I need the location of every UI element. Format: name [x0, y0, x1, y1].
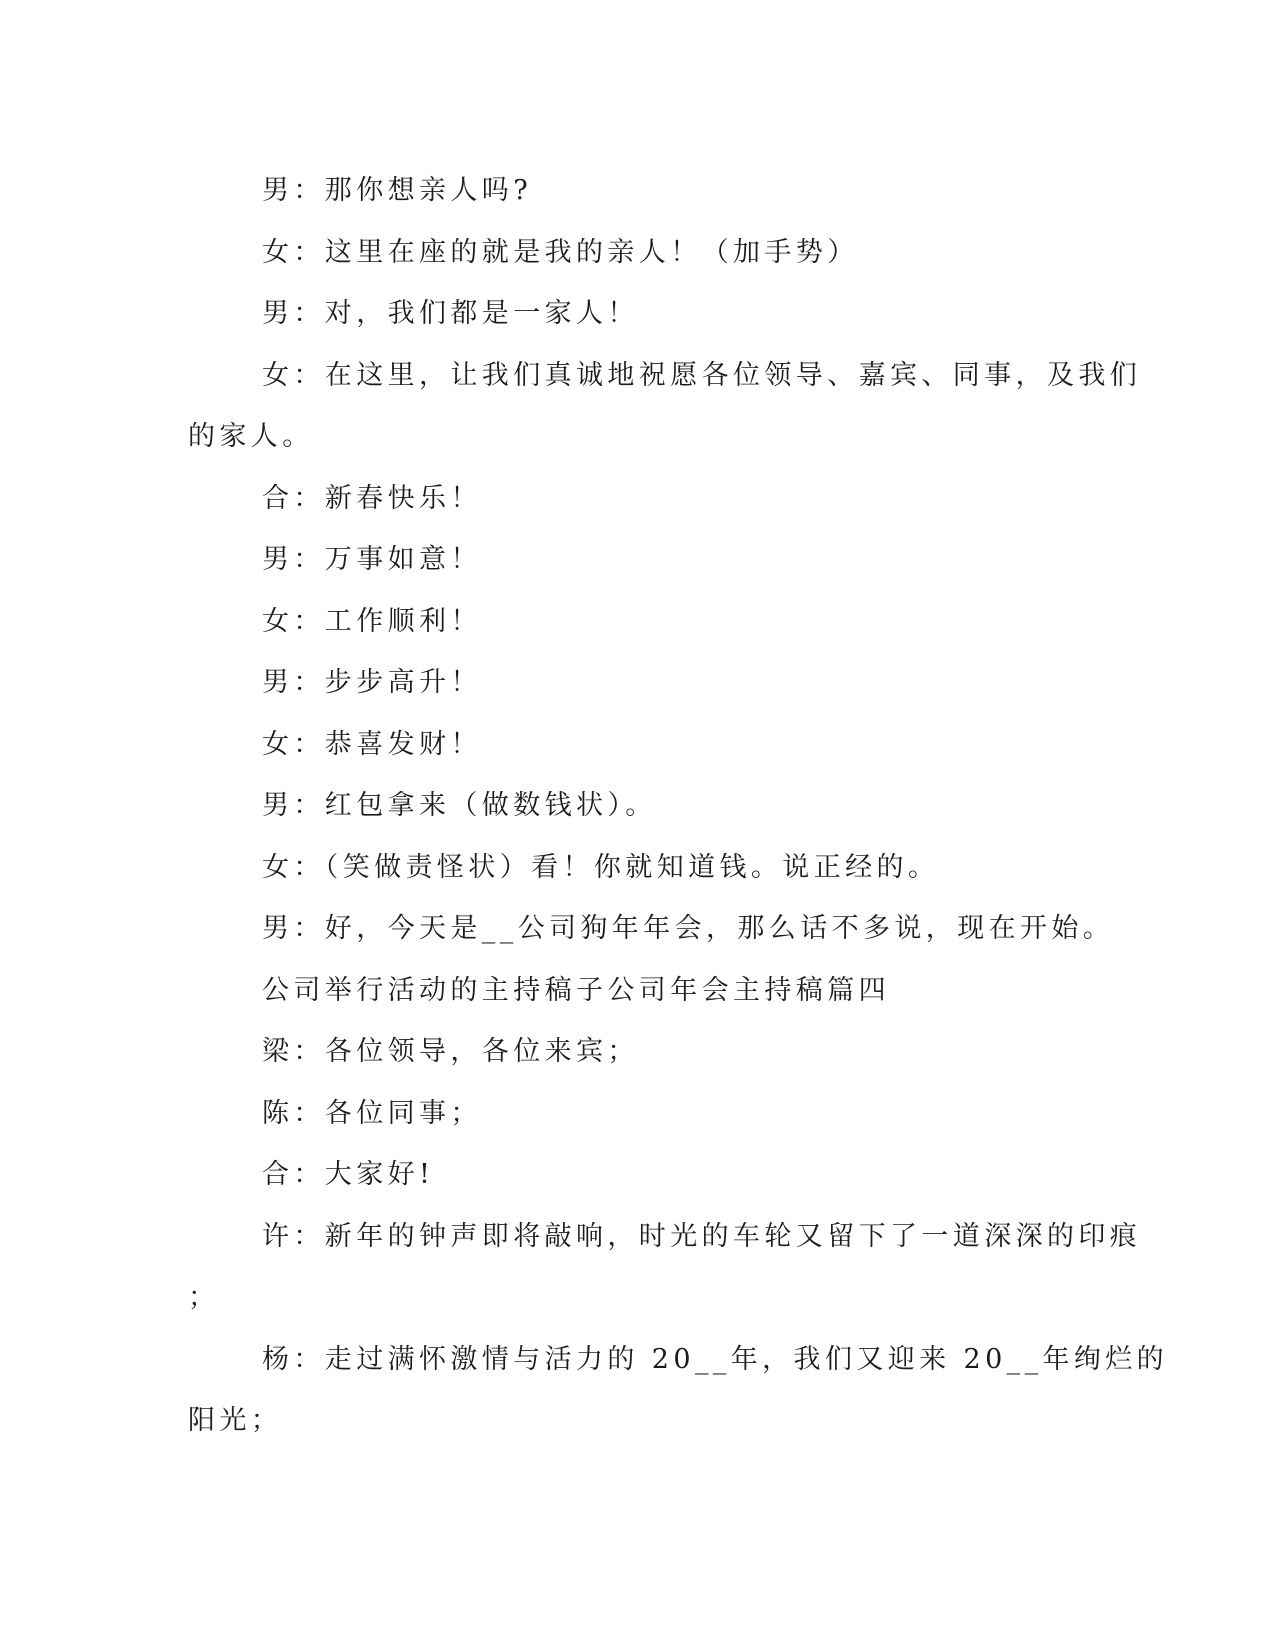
dialogue-line: 女：（笑做责怪状）看！你就知道钱。说正经的。 — [262, 851, 940, 883]
dialogue-line: 合：新春快乐！ — [262, 482, 482, 514]
section-heading: 公司举行活动的主持稿子公司年会主持稿篇四 — [262, 974, 890, 1006]
dialogue-line: 女：在这里，让我们真诚地祝愿各位领导、嘉宾、同事，及我们 — [262, 359, 1142, 391]
dialogue-line: 梁：各位领导，各位来宾； — [262, 1036, 639, 1067]
dialogue-line-continuation: 的家人。 — [188, 421, 314, 452]
dialogue-line-continuation: ； — [188, 1282, 220, 1313]
dialogue-line: 男：万事如意！ — [262, 544, 482, 575]
dialogue-line: 男：好，今天是__公司狗年年会，那么话不多说，现在开始。 — [262, 913, 1115, 944]
dialogue-line: 男：那你想亲人吗? — [262, 175, 533, 206]
dialogue-line: 男：对，我们都是一家人！ — [262, 298, 639, 329]
dialogue-line: 许：新年的钟声即将敲响，时光的车轮又留下了一道深深的印痕 — [262, 1220, 1142, 1252]
dialogue-line: 合：大家好! — [262, 1159, 435, 1190]
dialogue-line: 女：工作顺利！ — [262, 605, 482, 637]
document-body — [188, 160, 1169, 1452]
dialogue-line: 女：恭喜发财！ — [262, 728, 482, 760]
dialogue-line: 男：步步高升！ — [262, 667, 482, 698]
dialogue-line: 男：红包拿来（做数钱状）。 — [262, 790, 657, 821]
dialogue-line: 陈：各位同事； — [262, 1097, 482, 1129]
dialogue-line: 女：这里在座的就是我的亲人！（加手势） — [262, 236, 859, 268]
dialogue-line-continuation: 阳光； — [188, 1405, 283, 1436]
dialogue-line: 杨：走过满怀激情与活力的 20__年，我们又迎来 20__年绚烂的 — [262, 1343, 1169, 1375]
